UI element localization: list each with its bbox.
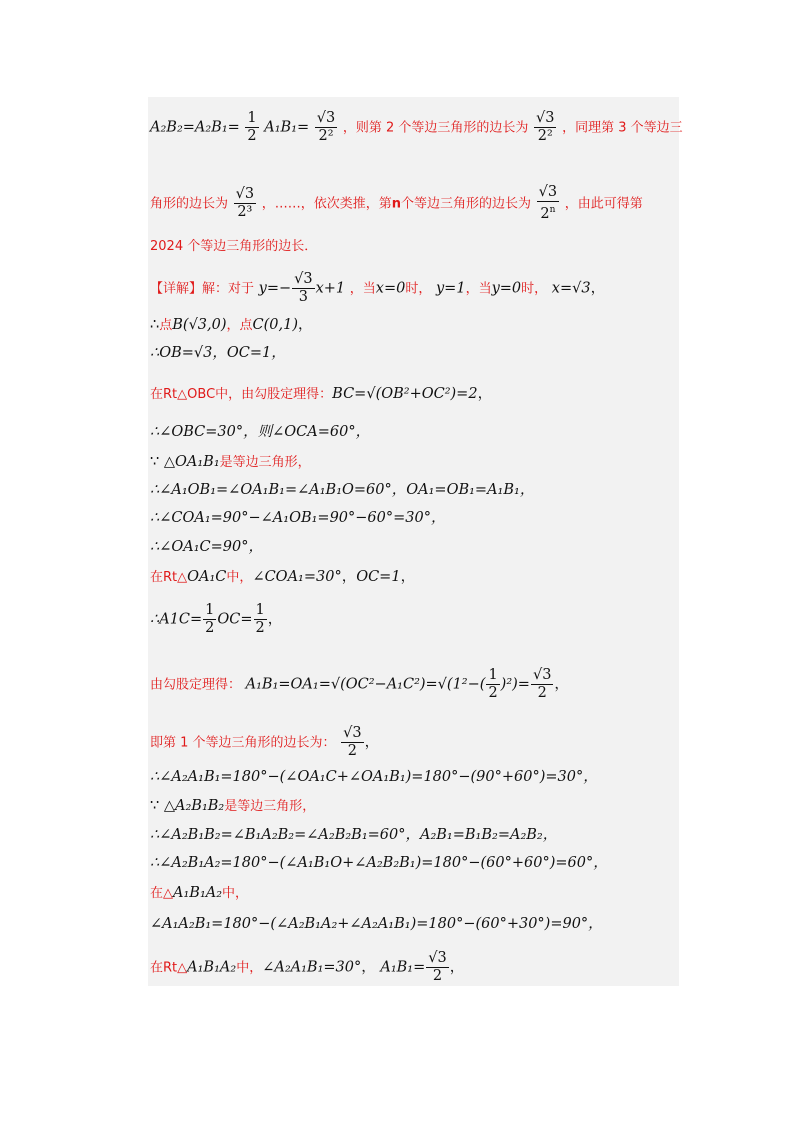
expr: OA₁C: [187, 569, 227, 585]
line-7: [150, 385, 492, 404]
expr: A₁B₁=: [264, 119, 310, 136]
line-13: [150, 568, 415, 587]
line-22: ∠A₁A₂B₁=180°−(∠A₂B₁A₂+∠A₂A₁B₁)=180°−(60°+30°)=90°，: [150, 916, 603, 932]
text: 解：对于: [202, 281, 255, 297]
text: 中，: [236, 960, 263, 976]
text: 是等边三角形，: [224, 799, 316, 814]
text: ∴: [150, 317, 160, 333]
text: 中，: [222, 886, 249, 901]
text: 个等边三角形的边长为: [400, 196, 531, 212]
expr: OC=1: [356, 569, 401, 585]
line-23: [150, 950, 464, 985]
text: 在Rt△: [150, 570, 188, 585]
fraction: $\frac{√3}{2}$: [532, 667, 552, 701]
text: ，: [400, 569, 416, 585]
expr: y=−: [258, 280, 292, 297]
expr: ∴A1C=: [150, 611, 203, 628]
expr: x+1: [315, 280, 346, 297]
text: ，: [364, 734, 380, 751]
text: 在Rt△: [150, 960, 188, 976]
line-6: ∴OB=√3，OC=1，: [150, 345, 286, 361]
fraction: $\frac{√3}{2}$: [343, 725, 362, 759]
text: n: [391, 196, 401, 212]
text: 在△: [150, 886, 173, 901]
text: ∵ △: [150, 798, 175, 814]
fraction: $\frac{1}{2}$: [205, 602, 215, 636]
text: ，点: [226, 318, 253, 333]
fraction: $\frac{1}{2}$: [488, 667, 498, 701]
expr: A₂B₁B₂: [175, 798, 225, 814]
fraction: $\frac{√3}{\text{2²}}$: [316, 110, 336, 144]
line-14: [150, 602, 282, 637]
text: 时，: [521, 281, 548, 297]
line-20: ∴∠A₂B₁A₂=180°−(∠A₁B₁O+∠A₂B₂B₁)=180°−(60°+60°)=60°，: [150, 855, 608, 871]
expr: OA₁B₁: [175, 454, 220, 470]
line-5: [150, 316, 313, 335]
line-10: ∴∠A₁OB₁=∠OA₁B₁=∠A₁B₁O=60°，OA₁=OB₁=A₁B₁，: [150, 482, 535, 498]
text: ，: [341, 569, 357, 585]
line-3: 2024 个等边三角形的边长．: [150, 239, 318, 254]
expr: ∠A₂A₁B₁=30°: [262, 959, 362, 976]
text: ，: [361, 959, 376, 976]
text: ，: [298, 317, 313, 333]
expr: y=1: [435, 280, 466, 297]
expr: )²)=: [500, 676, 530, 693]
text: ，: [590, 280, 606, 297]
text: ，则第 2 个等边三角形的边长为: [342, 120, 529, 136]
expr: OC=: [217, 611, 253, 628]
fraction: $\frac{√3}{2}$: [428, 950, 447, 984]
line-15: [150, 667, 569, 702]
expr: x=0: [375, 280, 406, 297]
text: ∵ △: [150, 454, 175, 470]
text: ，: [477, 386, 493, 402]
text: 中，由勾股定理得：: [215, 387, 333, 402]
expr: ∠COA₁=30°: [252, 569, 342, 585]
expr: A₁B₁=OA₁=√(OC²−A₁C²)=√(1²−(: [245, 676, 486, 693]
fraction: $\frac{√3}{3}$: [294, 271, 313, 305]
line-1: [150, 110, 683, 145]
line-16: [150, 725, 379, 760]
fraction: $\frac{√3}{\text{2²}}$: [536, 110, 555, 144]
line-17: ∴∠A₂A₁B₁=180°−(∠OA₁C+∠OA₁B₁)=180°−(90°+60°)=30°，: [150, 769, 598, 785]
text: ，当: [465, 281, 492, 297]
text: 中，: [226, 570, 253, 585]
line-8: ∴∠OBC=30°，则∠OCA=60°，: [150, 424, 371, 440]
fraction: $\frac{√3}{\text{2³}}$: [235, 185, 255, 220]
expr: B(√3,0): [172, 317, 227, 333]
fraction: $\frac{√3}{2^n}$: [538, 184, 558, 222]
text: 即第 1 个等边三角形的边长为：: [150, 735, 336, 751]
fraction: $\frac{1}{2}$: [247, 110, 257, 144]
text: ，……，依次类推，第: [261, 196, 392, 212]
text: 在Rt△: [150, 387, 188, 402]
fraction: $\frac{1}{2}$: [255, 602, 265, 636]
expr: A₁B₁A₂: [187, 959, 237, 976]
text: 点: [159, 318, 173, 333]
expr: A₂B₂=A₂B₁=: [150, 119, 240, 136]
text: ，当: [349, 281, 376, 297]
line-18: [150, 797, 315, 816]
text: 【详解】: [150, 281, 203, 297]
line-11: ∴∠COA₁=90°−∠A₁OB₁=90°−60°=30°，: [150, 510, 446, 526]
line-12: ∴∠OA₁C=90°，: [150, 539, 263, 555]
text: ，同理第 3 个等边三: [562, 120, 683, 136]
text: ，: [267, 611, 283, 628]
text: ，由此可得第: [564, 196, 643, 212]
expr: y=0: [491, 280, 522, 297]
text: 由勾股定理得：: [150, 677, 242, 693]
line-2: [150, 184, 643, 223]
expr: BC=√(OB²+OC²)=2: [332, 386, 478, 402]
line-21: [150, 884, 248, 903]
text: OBC: [187, 387, 216, 402]
line-19: ∴∠A₂B₁B₂=∠B₁A₂B₂=∠A₂B₂B₁=60°，A₂B₁=B₁B₂=A₂B₂，: [150, 827, 558, 843]
text: 时，: [405, 281, 432, 297]
text: ，: [449, 959, 465, 976]
expr: x=√3: [551, 280, 591, 297]
expr: A₁B₁A₂: [173, 885, 223, 901]
text: 角形的边长为: [150, 196, 229, 212]
line-4: [150, 271, 605, 306]
text: ，: [554, 676, 569, 693]
line-9: [150, 453, 311, 472]
expr: C(0,1): [252, 317, 299, 333]
text: 是等边三角形，: [219, 455, 311, 470]
expr: A₁B₁=: [380, 959, 426, 976]
